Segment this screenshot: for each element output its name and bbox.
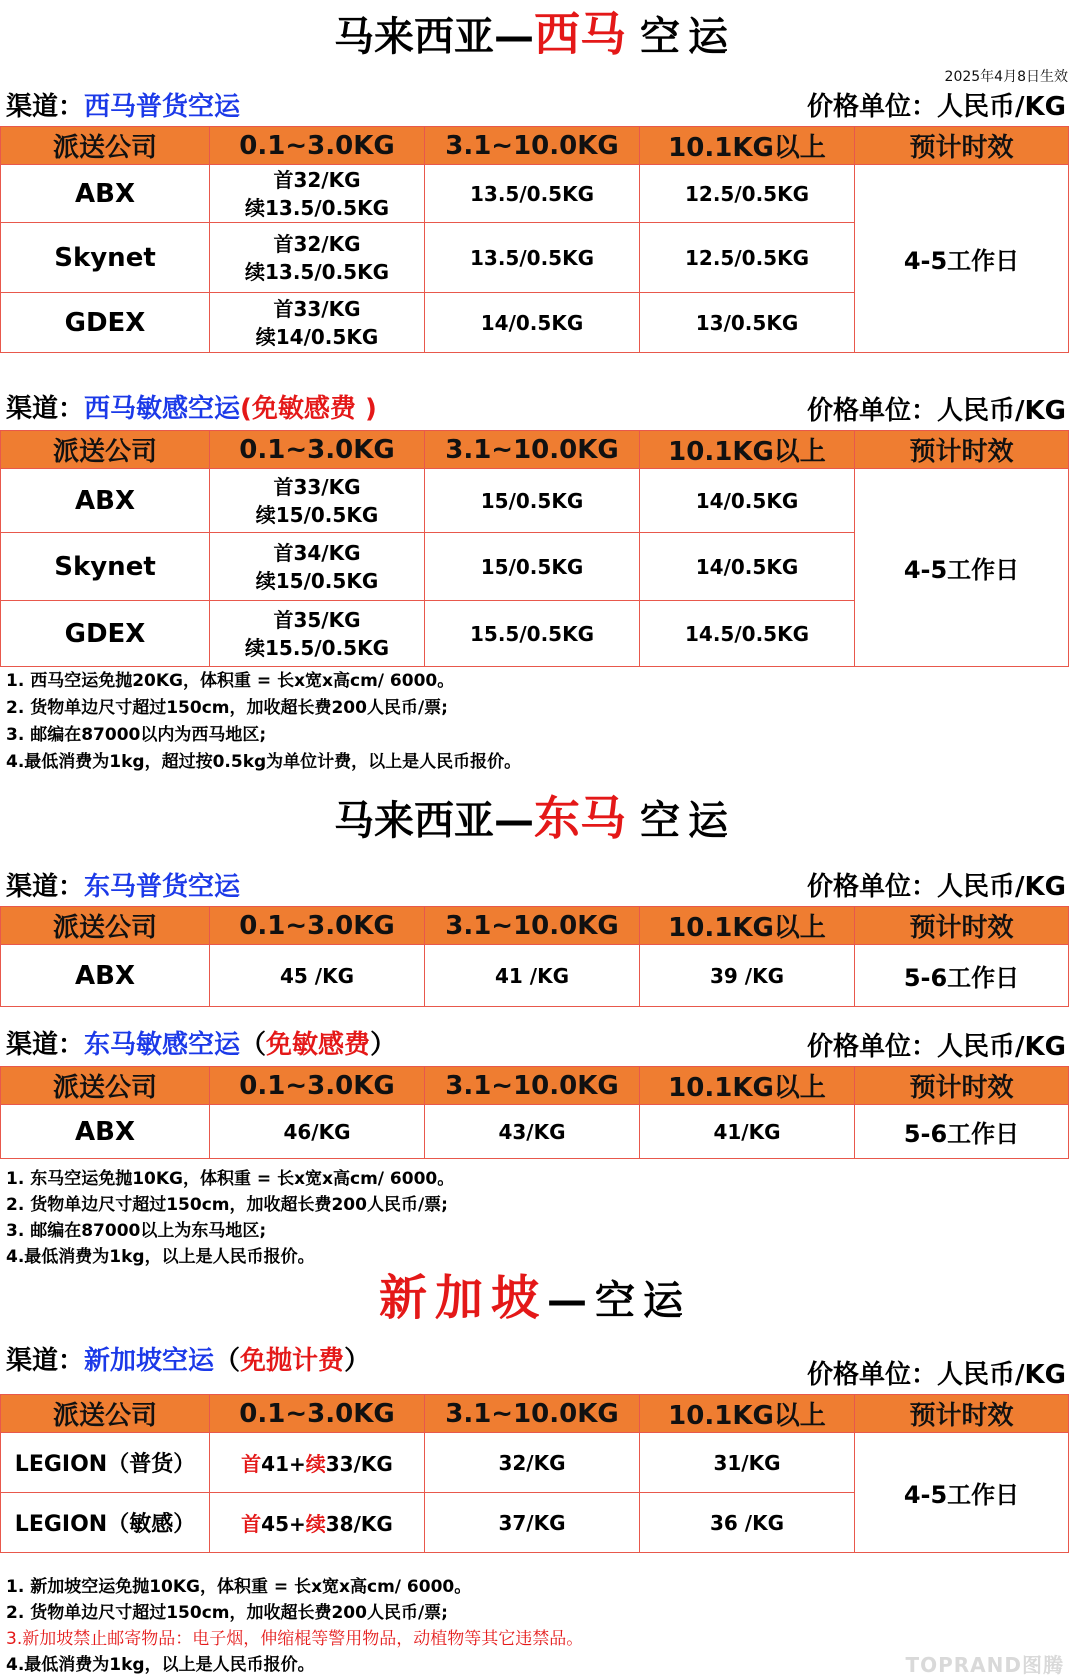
time-cell: 4-5工作日 [855,165,1069,353]
cont-label: 续 [305,1512,326,1536]
high-cell: 13/0.5KG [640,293,855,353]
cont-price: 续15.5/0.5KG [245,635,389,660]
header-time: 预计时效 [855,1395,1069,1433]
low-cell: 46/KG [210,1105,425,1159]
low-cell [210,601,425,667]
header-high: 10.1KG以上 [640,1067,855,1105]
low-cell [210,223,425,293]
channel-label: 渠道： [6,1030,85,1060]
paren-close: ） [344,1346,371,1376]
channel-label: 渠道： [6,872,85,902]
cont-price: 续13.5/0.5KG [245,259,389,284]
header-mid: 3.1~10.0KG [425,127,640,165]
title-highlight: 新加坡 [378,1270,547,1326]
watermark: TOPRAND图腾 [905,1653,1064,1677]
first-label: 首 [241,1512,262,1536]
cont-price: 续15/0.5KG [255,568,379,593]
channel-west-general [6,90,240,124]
header-low: 0.1~3.0KG [210,1395,425,1433]
time-cell: 5-6工作日 [855,1105,1069,1159]
high-cell: 14/0.5KG [640,469,855,533]
price-unit: 价格单位：人民币/KG [807,1032,1066,1062]
east-note: 1. 东马空运免抛10KG，体积重 = 长x宽x高cm/ 6000。 [6,1169,455,1189]
company-cell: Skynet [1,223,210,293]
channel-name: 西马敏感空运 [84,394,241,424]
price-unit: 价格单位：人民币/KG [807,396,1066,426]
title-highlight: 东马 [534,791,627,845]
title-prefix: 马来西亚— [334,14,535,60]
west-note: 2. 货物单边尺寸超过150cm，加收超长费200人民币/票; [6,698,448,718]
west-sensitive-table [0,430,1069,667]
first-price: 首32/KG [273,167,361,192]
east-general-table [0,906,1069,1007]
paren-open: （ [214,1346,241,1376]
channel-label: 渠道： [6,394,85,424]
east-note: 3. 邮编在87000以上为东马地区; [6,1221,267,1241]
header-time: 预计时效 [855,431,1069,469]
company-cell: ABX [1,165,210,223]
table-row [1,945,1069,1007]
channel-west-sensitive [6,392,377,426]
company-cell: ABX [1,1105,210,1159]
header-low: 0.1~3.0KG [210,127,425,165]
west-note: 1. 西马空运免抛20KG，体积重 = 长x宽x高cm/ 6000。 [6,671,455,691]
first-label: 首 [241,1452,262,1476]
table-row [1,165,1069,223]
title-prefix: 马来西亚— [334,798,535,844]
high-cell: 12.5/0.5KG [640,223,855,293]
header-high: 10.1KG以上 [640,127,855,165]
first-price: 首33/KG [273,474,361,499]
cont-price: 续15/0.5KG [255,502,379,527]
price-unit: 价格单位：人民币/KG [807,872,1066,902]
table-header-row [1,907,1069,945]
title-suffix: 空运 [639,798,736,844]
header-low: 0.1~3.0KG [210,431,425,469]
channel-name: 西马普货空运 [84,92,241,122]
company-cell: Skynet [1,533,210,601]
east-note: 4.最低消费为1kg，以上是人民币报价。 [6,1247,315,1267]
company-cell: GDEX [1,293,210,353]
first-value: 45+ [261,1512,306,1536]
mid-cell: 15/0.5KG [425,533,640,601]
company-cell: LEGION（普货） [1,1433,210,1493]
channel-east-sensitive [6,1028,396,1062]
header-company: 派送公司 [1,907,210,945]
channel-note: 免敏感费 [266,1030,371,1060]
time-cell: 4-5工作日 [855,469,1069,667]
header-company: 派送公司 [1,127,210,165]
first-value: 41+ [261,1452,306,1476]
west-general-table [0,126,1069,353]
mid-cell: 15.5/0.5KG [425,601,640,667]
channel-name: 东马普货空运 [84,872,241,902]
header-low: 0.1~3.0KG [210,907,425,945]
header-low: 0.1~3.0KG [210,1067,425,1105]
channel-note: (免敏感费 ) [240,394,377,424]
table-row [1,1105,1069,1159]
table-header-row [1,127,1069,165]
company-cell: ABX [1,469,210,533]
time-cell: 4-5工作日 [855,1433,1069,1553]
table-header-row [1,431,1069,469]
title-suffix: —空运 [547,1278,691,1324]
channel-east-general [6,870,240,904]
header-mid: 3.1~10.0KG [425,431,640,469]
east-sensitive-table [0,1066,1069,1159]
low-cell: 45 /KG [210,945,425,1007]
price-unit: 价格单位：人民币/KG [807,92,1066,122]
header-high: 10.1KG以上 [640,907,855,945]
sg-note: 1. 新加坡空运免抛10KG，体积重 = 长x宽x高cm/ 6000。 [6,1577,472,1597]
paren-open: （ [240,1030,267,1060]
time-cell: 5-6工作日 [855,945,1069,1007]
cont-price: 续14/0.5KG [255,324,379,349]
west-title [0,8,1070,63]
table-row [1,1433,1069,1493]
channel-name: 新加坡空运 [84,1346,215,1376]
high-cell: 14.5/0.5KG [640,601,855,667]
company-cell: GDEX [1,601,210,667]
header-company: 派送公司 [1,1067,210,1105]
low-cell [210,533,425,601]
low-cell [210,165,425,223]
mid-cell: 13.5/0.5KG [425,165,640,223]
header-company: 派送公司 [1,1395,210,1433]
header-mid: 3.1~10.0KG [425,907,640,945]
sg-note: 3.新加坡禁止邮寄物品：电子烟，伸缩棍等警用物品，动植物等其它违禁品。 [6,1629,584,1649]
title-suffix: 空运 [639,14,736,60]
west-note: 4.最低消费为1kg，超过按0.5kg为单位计费，以上是人民币报价。 [6,752,522,772]
first-price: 首35/KG [273,607,361,632]
header-high: 10.1KG以上 [640,431,855,469]
east-note: 2. 货物单边尺寸超过150cm，加收超长费200人民币/票; [6,1195,448,1215]
header-mid: 3.1~10.0KG [425,1395,640,1433]
company-cell: LEGION（敏感） [1,1493,210,1553]
cont-label: 续 [305,1452,326,1476]
mid-cell: 37/KG [425,1493,640,1553]
mid-cell: 15/0.5KG [425,469,640,533]
sg-table [0,1394,1069,1553]
table-header-row [1,1395,1069,1433]
channel-sg [6,1344,370,1378]
low-cell [210,1433,425,1493]
high-cell: 41/KG [640,1105,855,1159]
sg-note: 4.最低消费为1kg，以上是人民币报价。 [6,1655,315,1675]
channel-label: 渠道： [6,1346,85,1376]
low-cell [210,469,425,533]
high-cell: 39 /KG [640,945,855,1007]
high-cell: 12.5/0.5KG [640,165,855,223]
high-cell: 36 /KG [640,1493,855,1553]
first-price: 首33/KG [273,296,361,321]
title-highlight: 西马 [534,7,627,61]
header-time: 预计时效 [855,1067,1069,1105]
mid-cell: 13.5/0.5KG [425,223,640,293]
high-cell: 14/0.5KG [640,533,855,601]
east-title [0,792,1070,847]
mid-cell: 32/KG [425,1433,640,1493]
header-high: 10.1KG以上 [640,1395,855,1433]
paren-close: ） [370,1030,397,1060]
cont-value: 38/KG [325,1512,393,1536]
table-header-row [1,1067,1069,1105]
header-time: 预计时效 [855,127,1069,165]
channel-name: 东马敏感空运 [84,1030,241,1060]
channel-note: 免抛计费 [240,1346,345,1376]
header-time: 预计时效 [855,907,1069,945]
west-note: 3. 邮编在87000以内为西马地区; [6,725,267,745]
mid-cell: 41 /KG [425,945,640,1007]
sg-note: 2. 货物单边尺寸超过150cm，加收超长费200人民币/票; [6,1603,448,1623]
table-row [1,469,1069,533]
mid-cell: 14/0.5KG [425,293,640,353]
company-cell: ABX [1,945,210,1007]
mid-cell: 43/KG [425,1105,640,1159]
low-cell [210,293,425,353]
cont-price: 续13.5/0.5KG [245,195,389,220]
channel-label: 渠道： [6,92,85,122]
first-price: 首32/KG [273,231,361,256]
price-unit: 价格单位：人民币/KG [807,1360,1066,1390]
sg-title [0,1272,1070,1327]
first-price: 首34/KG [273,540,361,565]
cont-value: 33/KG [325,1452,393,1476]
high-cell: 31/KG [640,1433,855,1493]
header-mid: 3.1~10.0KG [425,1067,640,1105]
effective-date: 2025年4月8日生效 [944,69,1068,85]
low-cell [210,1493,425,1553]
header-company: 派送公司 [1,431,210,469]
